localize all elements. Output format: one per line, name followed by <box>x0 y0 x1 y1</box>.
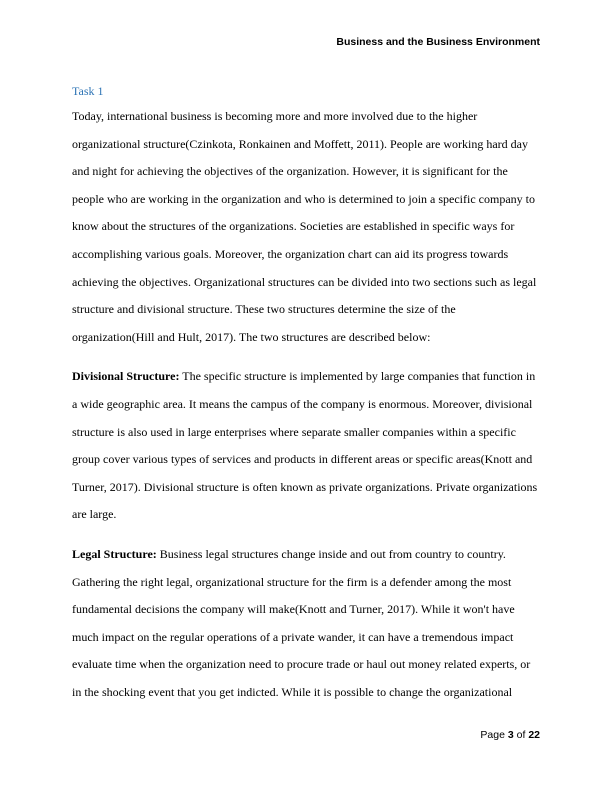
intro-paragraph: Today, international business is becoming more and more involved due to the higher organizational structure(Czinkota, Ronkainen and Moffett, 2011). People are working hard day and night for achieving the objectives of the organization. However, it is significant for the people who are working in the organization and who is determined to join a specific company to know about the structures of the organizations. Societies are established in specific ways for accomplishing various goals. Moreover, the organization chart can aid its progress towards achieving the objectives. Organizational structures can be divided into two sections such as legal structure and divisional structure. These two structures determine the size of the organization(Hill and Hult, 2017). The two structures are described below: <box>72 109 537 344</box>
page-footer <box>480 729 540 741</box>
legal-structure-paragraph <box>72 541 540 707</box>
task-heading: Task 1 <box>72 84 104 98</box>
document-body <box>72 81 540 718</box>
of-word: of <box>516 729 526 741</box>
running-header: Business and the Business Environment <box>336 36 540 48</box>
legal-structure-text: Business legal structures change inside and out from country to country. Gathering the right legal, organizational structure for the firm is a defender among the most fundamental decisions the company will make(Knott and Turner, 2017). While it won't have much impact on the regular operations of a private wander, it can have a tremendous impact evaluate time when the organization need to procure trade or haul out money related experts, or in the shocking event that you get indicted. While it is possible to change the organizational <box>72 546 531 699</box>
divisional-structure-label: Divisional Structure: <box>72 369 180 384</box>
page-number: 3 <box>507 729 514 741</box>
total-pages: 22 <box>528 729 540 741</box>
page-word: Page <box>480 729 505 741</box>
divisional-structure-paragraph <box>72 363 540 529</box>
divisional-structure-text: The specific structure is implemented by large companies that function in a wide geographic area. It means the campus of the company is enormous. Moreover, divisional structure is also used in large enterprises where separate smaller companies within a specific group cover various types of services and products in different areas or specific areas(Knott and Turner, 2017). Divisional structure is often known as private organizations. Private organizations are large. <box>72 369 538 522</box>
legal-structure-label: Legal Structure: <box>72 546 157 561</box>
